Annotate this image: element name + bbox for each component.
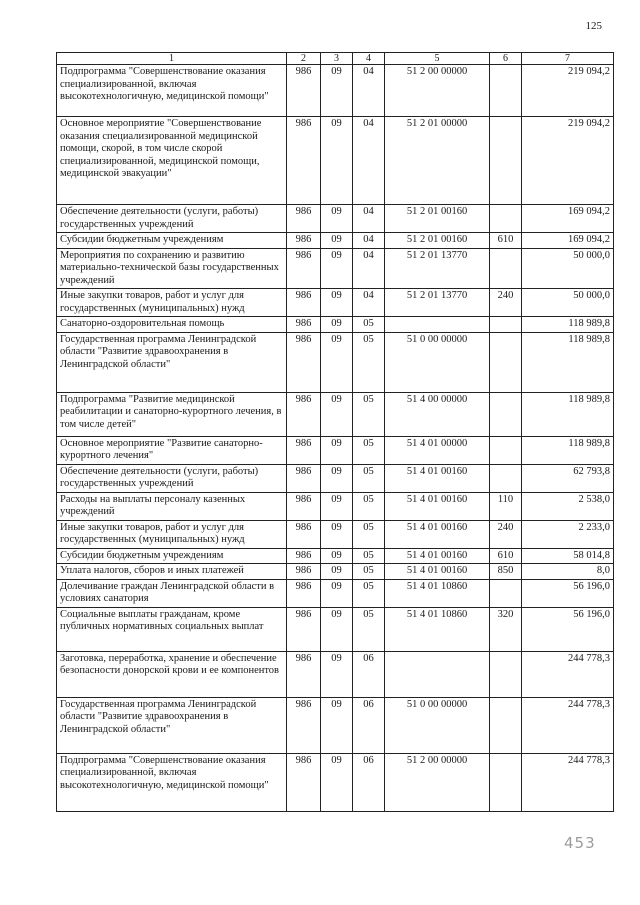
admin-code: 986 — [287, 205, 321, 233]
admin-code: 986 — [287, 117, 321, 205]
section-code: 09 — [321, 205, 353, 233]
expense-type — [490, 317, 522, 333]
admin-code: 986 — [287, 392, 321, 436]
table-row — [57, 205, 614, 233]
section-code: 09 — [321, 317, 353, 333]
table-row — [57, 392, 614, 436]
expense-type — [490, 697, 522, 753]
amount: 169 094,2 — [522, 205, 614, 233]
expense-type — [490, 332, 522, 392]
section-code: 09 — [321, 607, 353, 651]
table-row — [57, 436, 614, 464]
expense-type: 240 — [490, 289, 522, 317]
row-name: Основное мероприятие "Развитие санаторно-курортного лечения" — [57, 436, 287, 464]
admin-code: 986 — [287, 564, 321, 580]
expense-type — [490, 392, 522, 436]
subsection-code: 05 — [353, 607, 385, 651]
subsection-code: 05 — [353, 392, 385, 436]
target-code: 51 4 01 00160 — [385, 520, 490, 548]
row-name: Долечивание граждан Ленинградской области в условиях санатория — [57, 579, 287, 607]
row-name: Субсидии бюджетным учреждениям — [57, 548, 287, 564]
subsection-code: 04 — [353, 65, 385, 117]
table-row — [57, 564, 614, 580]
admin-code: 986 — [287, 464, 321, 492]
header-cell: 3 — [321, 53, 353, 65]
admin-code: 986 — [287, 651, 321, 697]
subsection-code: 05 — [353, 436, 385, 464]
subsection-code: 06 — [353, 651, 385, 697]
expense-type — [490, 436, 522, 464]
target-code: 51 2 00 00000 — [385, 753, 490, 811]
amount: 244 778,3 — [522, 697, 614, 753]
subsection-code: 04 — [353, 248, 385, 289]
subsection-code: 05 — [353, 579, 385, 607]
expense-type — [490, 651, 522, 697]
header-cell: 5 — [385, 53, 490, 65]
budget-table — [56, 52, 614, 812]
table-row — [57, 607, 614, 651]
target-code: 51 4 01 00160 — [385, 464, 490, 492]
target-code: 51 4 01 10860 — [385, 579, 490, 607]
admin-code: 986 — [287, 607, 321, 651]
amount: 118 989,8 — [522, 436, 614, 464]
section-code: 09 — [321, 332, 353, 392]
table-row — [57, 579, 614, 607]
admin-code: 986 — [287, 520, 321, 548]
row-name: Государственная программа Ленинградской области "Развитие здравоохранения в Ленинградской области" — [57, 697, 287, 753]
section-code: 09 — [321, 248, 353, 289]
expense-type: 110 — [490, 492, 522, 520]
target-code: 51 2 01 00160 — [385, 233, 490, 249]
subsection-code: 05 — [353, 317, 385, 333]
section-code: 09 — [321, 651, 353, 697]
section-code: 09 — [321, 289, 353, 317]
target-code — [385, 317, 490, 333]
expense-type — [490, 579, 522, 607]
table-row — [57, 233, 614, 249]
amount: 8,0 — [522, 564, 614, 580]
target-code: 51 4 01 00160 — [385, 548, 490, 564]
section-code: 09 — [321, 520, 353, 548]
target-code: 51 0 00 00000 — [385, 332, 490, 392]
admin-code: 986 — [287, 332, 321, 392]
amount: 50 000,0 — [522, 289, 614, 317]
expense-type — [490, 464, 522, 492]
target-code: 51 2 01 13770 — [385, 289, 490, 317]
target-code: 51 2 01 13770 — [385, 248, 490, 289]
table-row — [57, 289, 614, 317]
section-code: 09 — [321, 753, 353, 811]
table-row — [57, 520, 614, 548]
admin-code: 986 — [287, 436, 321, 464]
page-stamp: 453 — [564, 834, 596, 852]
header-cell: 6 — [490, 53, 522, 65]
row-name: Уплата налогов, сборов и иных платежей — [57, 564, 287, 580]
row-name: Иные закупки товаров, работ и услуг для государственных (муниципальных) нужд — [57, 289, 287, 317]
table-row — [57, 317, 614, 333]
admin-code: 986 — [287, 697, 321, 753]
table-row — [57, 117, 614, 205]
table-row — [57, 492, 614, 520]
subsection-code: 04 — [353, 205, 385, 233]
section-code: 09 — [321, 392, 353, 436]
admin-code: 986 — [287, 492, 321, 520]
admin-code: 986 — [287, 548, 321, 564]
amount: 2 538,0 — [522, 492, 614, 520]
subsection-code: 04 — [353, 289, 385, 317]
expense-type — [490, 65, 522, 117]
row-name: Социальные выплаты гражданам, кроме публичных нормативных социальных выплат — [57, 607, 287, 651]
section-code: 09 — [321, 65, 353, 117]
admin-code: 986 — [287, 289, 321, 317]
amount: 219 094,2 — [522, 117, 614, 205]
subsection-code: 05 — [353, 564, 385, 580]
target-code: 51 4 00 00000 — [385, 392, 490, 436]
subsection-code: 04 — [353, 117, 385, 205]
amount: 219 094,2 — [522, 65, 614, 117]
amount: 244 778,3 — [522, 651, 614, 697]
target-code: 51 2 01 00000 — [385, 117, 490, 205]
row-name: Обеспечение деятельности (услуги, работы) государственных учреждений — [57, 464, 287, 492]
header-cell: 4 — [353, 53, 385, 65]
subsection-code: 05 — [353, 464, 385, 492]
row-name: Заготовка, переработка, хранение и обеспечение безопасности донорской крови и ее компонентов — [57, 651, 287, 697]
subsection-code: 05 — [353, 332, 385, 392]
table-row — [57, 464, 614, 492]
row-name: Иные закупки товаров, работ и услуг для государственных (муниципальных) нужд — [57, 520, 287, 548]
subsection-code: 04 — [353, 233, 385, 249]
section-code: 09 — [321, 492, 353, 520]
expense-type — [490, 753, 522, 811]
admin-code: 986 — [287, 579, 321, 607]
row-name: Санаторно-оздоровительная помощь — [57, 317, 287, 333]
target-code: 51 4 01 00160 — [385, 492, 490, 520]
table-row — [57, 332, 614, 392]
row-name: Обеспечение деятельности (услуги, работы) государственных учреждений — [57, 205, 287, 233]
header-cell: 2 — [287, 53, 321, 65]
expense-type: 240 — [490, 520, 522, 548]
amount: 62 793,8 — [522, 464, 614, 492]
amount: 118 989,8 — [522, 392, 614, 436]
table-row — [57, 697, 614, 753]
target-code: 51 4 01 10860 — [385, 607, 490, 651]
subsection-code: 05 — [353, 492, 385, 520]
admin-code: 986 — [287, 317, 321, 333]
table-row — [57, 753, 614, 811]
amount: 169 094,2 — [522, 233, 614, 249]
admin-code: 986 — [287, 248, 321, 289]
subsection-code: 05 — [353, 548, 385, 564]
section-code: 09 — [321, 548, 353, 564]
section-code: 09 — [321, 697, 353, 753]
amount: 244 778,3 — [522, 753, 614, 811]
table-row — [57, 248, 614, 289]
row-name: Подпрограмма "Совершенствование оказания специализированной, включая высокотехнологичную, медицинской помощи" — [57, 65, 287, 117]
admin-code: 986 — [287, 233, 321, 249]
target-code — [385, 651, 490, 697]
subsection-code: 05 — [353, 520, 385, 548]
row-name: Государственная программа Ленинградской области "Развитие здравоохранения в Ленинградской области" — [57, 332, 287, 392]
row-name: Субсидии бюджетным учреждениям — [57, 233, 287, 249]
expense-type: 320 — [490, 607, 522, 651]
target-code: 51 4 01 00160 — [385, 564, 490, 580]
row-name: Подпрограмма "Развитие медицинской реабилитации и санаторно-курортного лечения, в том числе детей" — [57, 392, 287, 436]
section-code: 09 — [321, 117, 353, 205]
admin-code: 986 — [287, 65, 321, 117]
table-row — [57, 548, 614, 564]
expense-type — [490, 117, 522, 205]
subsection-code: 06 — [353, 697, 385, 753]
amount: 56 196,0 — [522, 579, 614, 607]
admin-code: 986 — [287, 753, 321, 811]
table-row — [57, 65, 614, 117]
amount: 118 989,8 — [522, 317, 614, 333]
subsection-code: 06 — [353, 753, 385, 811]
row-name: Подпрограмма "Совершенствование оказания специализированной, включая высокотехнологичную, медицинской помощи" — [57, 753, 287, 811]
target-code: 51 2 01 00160 — [385, 205, 490, 233]
amount: 2 233,0 — [522, 520, 614, 548]
section-code: 09 — [321, 579, 353, 607]
header-cell: 1 — [57, 53, 287, 65]
row-name: Мероприятия по сохранению и развитию материально-технической базы государственных учреждений — [57, 248, 287, 289]
table-row — [57, 651, 614, 697]
target-code: 51 2 00 00000 — [385, 65, 490, 117]
page-number: 125 — [585, 20, 602, 32]
target-code: 51 4 01 00000 — [385, 436, 490, 464]
expense-type: 610 — [490, 233, 522, 249]
expense-type — [490, 248, 522, 289]
amount: 58 014,8 — [522, 548, 614, 564]
section-code: 09 — [321, 233, 353, 249]
expense-type — [490, 205, 522, 233]
row-name: Расходы на выплаты персоналу казенных учреждений — [57, 492, 287, 520]
amount: 118 989,8 — [522, 332, 614, 392]
target-code: 51 0 00 00000 — [385, 697, 490, 753]
section-code: 09 — [321, 436, 353, 464]
row-name: Основное мероприятие "Совершенствование оказания специализированной медицинской помощи, скорой, в том числе скорой специализированной, медицинской помощи, медицинской эвакуации" — [57, 117, 287, 205]
amount: 56 196,0 — [522, 607, 614, 651]
section-code: 09 — [321, 464, 353, 492]
expense-type: 610 — [490, 548, 522, 564]
header-cell: 7 — [522, 53, 614, 65]
expense-type: 850 — [490, 564, 522, 580]
header-row — [57, 53, 614, 65]
section-code: 09 — [321, 564, 353, 580]
amount: 50 000,0 — [522, 248, 614, 289]
